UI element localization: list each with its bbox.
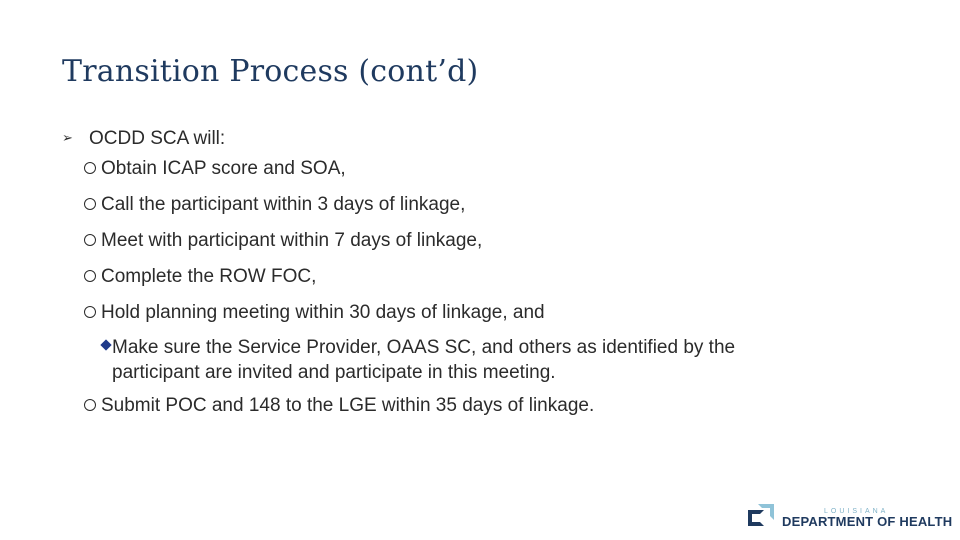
bullet-main: [62, 128, 922, 158]
bullet-item-text: Call the participant within 3 days of linkage,: [101, 194, 466, 215]
circle-bullet-icon: [84, 306, 96, 318]
circle-bullet-icon: [84, 399, 96, 411]
logo-top-text: LOUISIANA: [824, 508, 889, 515]
ldh-logo: [748, 504, 952, 532]
arrow-bullet-icon: ➢: [62, 130, 73, 145]
bullet-item-last: [62, 395, 922, 431]
diamond-bullet-icon: [100, 339, 111, 350]
slide-content: [62, 128, 922, 431]
slide-title: Transition Process (cont’d): [62, 54, 479, 89]
bullet-item: [62, 266, 922, 302]
bullet-item-text: Hold planning meeting within 30 days of linkage, and: [101, 302, 545, 323]
circle-bullet-icon: [84, 270, 96, 282]
bullet-item-text: Meet with participant within 7 days of linkage,: [101, 230, 483, 251]
circle-bullet-icon: [84, 198, 96, 210]
circle-bullet-icon: [84, 234, 96, 246]
bullet-main-text: OCDD SCA will:: [89, 128, 226, 149]
bullet-item: [62, 302, 922, 338]
circle-bullet-icon: [84, 162, 96, 174]
ldh-logo-icon: [748, 504, 776, 532]
sub-bullet-line2: participant are invited and participate in this meeting.: [112, 361, 556, 383]
bullet-item-text: Complete the ROW FOC,: [101, 266, 317, 287]
bullet-item-text: Obtain ICAP score and SOA,: [101, 158, 346, 179]
logo-text: [782, 508, 952, 528]
sub-bullet-line1: Make sure the Service Provider, OAAS SC, and others as identified by the: [112, 337, 736, 358]
sub-bullet: [62, 336, 922, 385]
bullet-item: [62, 194, 922, 230]
logo-main-text: DEPARTMENT OF HEALTH: [782, 514, 953, 529]
bullet-item-text: Submit POC and 148 to the LGE within 35 days of linkage.: [101, 395, 595, 417]
bullet-item: [62, 230, 922, 266]
bullet-item: [62, 158, 922, 194]
